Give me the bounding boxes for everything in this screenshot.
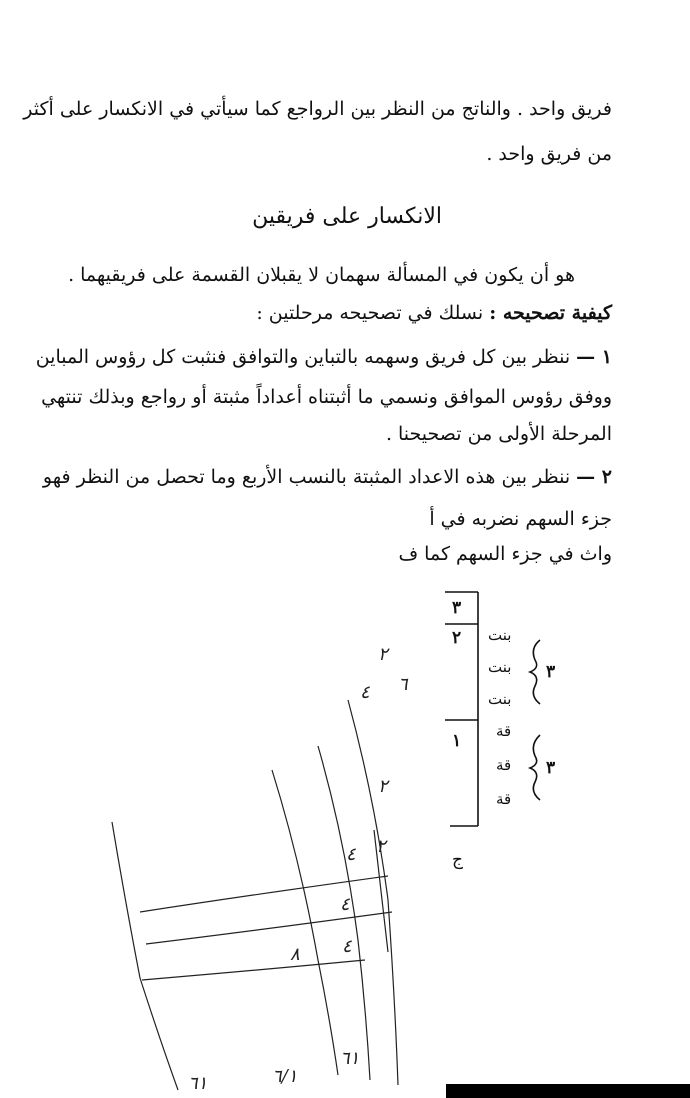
- handwritten-mark: ٦١: [340, 1048, 360, 1069]
- heir-daughter-3: بنت: [488, 690, 512, 708]
- handwritten-mark: ٤: [340, 894, 350, 915]
- handwritten-mark: ٤: [346, 844, 356, 865]
- heir-sister-1: قة: [496, 722, 512, 740]
- handwritten-mark: ٨: [290, 944, 300, 965]
- handwritten-mark: ٦/١: [272, 1066, 298, 1087]
- handwritten-mark: ٢: [378, 776, 388, 797]
- method-label: كيفية تصحيحه :: [489, 302, 612, 324]
- step1-line1-text: ننظر بين كل فريق وسهمه بالتباين والتوافق فنثبت كل رؤوس المباين: [35, 346, 571, 368]
- handwritten-mark: ٢: [376, 836, 386, 857]
- group-count-sisters: ٣: [546, 758, 556, 778]
- step2-line1-text: ننظر بين هذه الاعداد المثبتة بالنسب الأربع وما تحصل من النظر فهو: [42, 466, 571, 488]
- heir-daughter-2: بنت: [488, 658, 512, 676]
- definition-text: هو أن يكون في المسألة سهمان لا يقبلان القسمة على فريقيهما .: [68, 264, 575, 286]
- step1-number: ١ —: [576, 346, 612, 368]
- handwritten-mark: ٤: [342, 936, 352, 957]
- heir-sister-3: قة: [496, 790, 512, 808]
- paragraph1-line1: فريق واحد . والناتج من النظر بين الرواجع كما سيأتي في الانكسار على أكثر: [23, 98, 612, 120]
- step1-line2: ووفق رؤوس الموافق ونسمي ما أثبتناه أعداداً مثبتة أو رواجع وبذلك تنتهي: [41, 386, 612, 408]
- step1-line3: المرحلة الأولى من تصحيحنا .: [385, 423, 612, 445]
- handwritten-mark: ٦١: [188, 1073, 208, 1094]
- step2-line2: جزء السهم نضربه في أ: [429, 508, 612, 530]
- handwritten-mark: ٢: [378, 644, 388, 665]
- handwritten-mark: ٤: [360, 682, 370, 703]
- step2-line3: واث في جزء السهم كما ف: [398, 543, 612, 565]
- step2-number: ٢ —: [576, 466, 612, 488]
- method-text: نسلك في تصحيحه مرحلتين :: [256, 302, 484, 324]
- share-2: ٢: [452, 628, 462, 648]
- scan-edge-bar: [446, 1084, 690, 1098]
- handwritten-mark: ٦: [398, 674, 408, 695]
- group-count-daughters: ٣: [546, 662, 556, 682]
- paragraph1-line2: من فريق واحد .: [486, 143, 612, 165]
- share-1: ١: [452, 731, 462, 751]
- table-bottom-letter: ج: [452, 850, 463, 870]
- section-heading: الانكسار على فريقين: [252, 204, 442, 229]
- heir-daughter-1: بنت: [488, 626, 512, 644]
- share-3: ٣: [452, 598, 462, 618]
- heir-sister-2: قة: [496, 756, 512, 774]
